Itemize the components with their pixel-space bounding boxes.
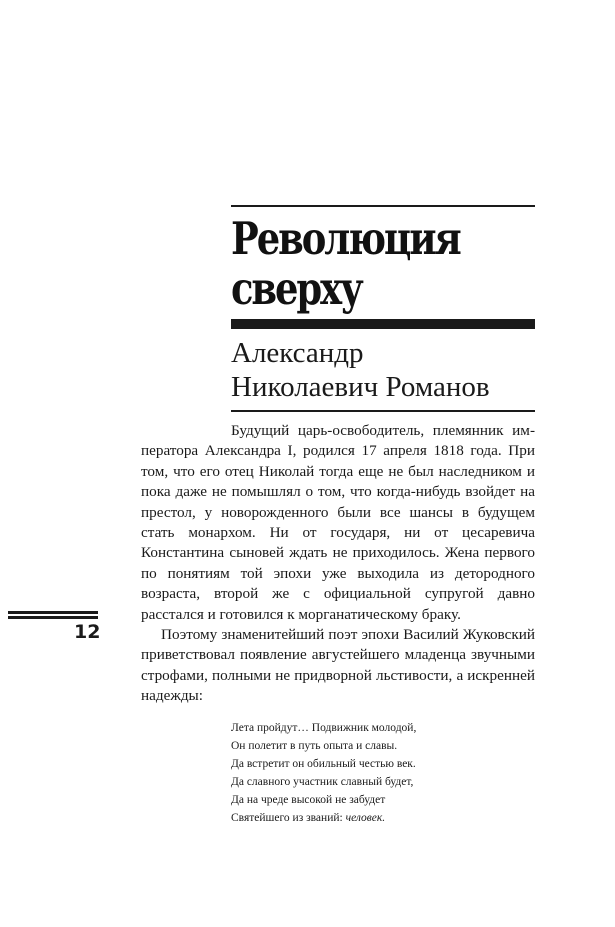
chapter-title-line-1: Революция: [231, 212, 460, 265]
poem-line-6: [231, 810, 535, 828]
poem-line-3: Да встретит он обильный честью век.: [231, 757, 416, 770]
page-number: 12: [74, 621, 101, 643]
page-marker-bar-1: [8, 611, 98, 614]
chapter-title: [231, 214, 493, 314]
poem-line-2: Он полетит в путь опыта и славы.: [231, 739, 398, 752]
poem-line-1: Лета пройдут… Подвижник молодой,: [231, 722, 417, 734]
paragraph-1: Будущий царь-освободитель, племянник императора Александра I, родился 17 апреля 1818 года. При том, что его отец Николай тогда еще не был наследником и пока даже не помышлял о том, что когда-нибудь взойдет на престол, у новорожденного были все шансы в будущем стать монархом. Ни от государя, ни от цесаревича Константина сыновей ждать не приходилось. Жена первого по понятиям той эпохи уже выходила из детородного возраста, второй же с официальной супругой давно расстался и готовился к морганатическому браку.: [141, 422, 535, 623]
body-text: [141, 421, 535, 707]
author-bottom-rule: [231, 410, 535, 412]
poem: [231, 720, 535, 827]
page-marker-bar-2: [8, 616, 98, 619]
paragraph-2: Поэтому знаменитейший поэт эпохи Василий Жуковский приветствовал появление августейшего младенца звучными строфами, полными не придворной льстивости, а искренней надежды:: [141, 626, 535, 705]
title-top-rule: [231, 205, 535, 207]
chapter-author: [231, 336, 551, 404]
page-marker-rule: [8, 611, 98, 619]
poem-line-4: Да славного участник славный будет,: [231, 775, 414, 788]
poem-line-5: Да на чреде высокой не забудет: [231, 793, 386, 806]
chapter-title-line-2: сверху: [231, 262, 362, 315]
title-bottom-rule: [231, 319, 535, 329]
poem-line-6-emphasis: человек.: [345, 811, 386, 824]
poem-line-6-text: Святейшего из званий:: [231, 811, 346, 824]
author-line-1: Александр: [231, 337, 364, 369]
author-line-2: Николаевич Романов: [231, 371, 490, 403]
